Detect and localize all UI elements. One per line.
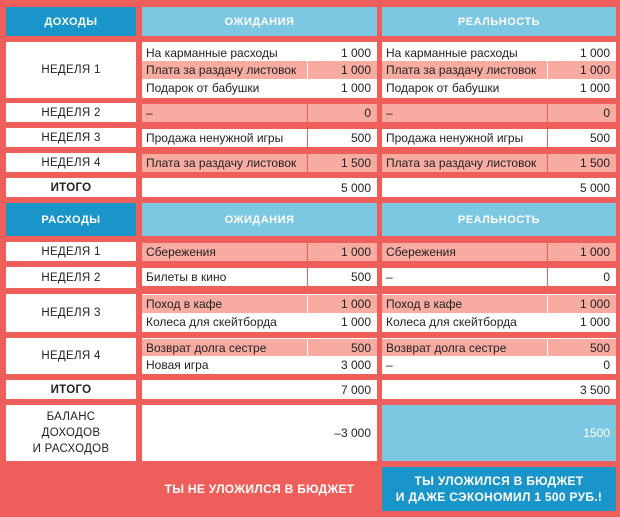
income-expect-week-2-item-1-amount: 0 bbox=[308, 104, 377, 122]
income-total-real: 5 000 bbox=[382, 178, 616, 197]
income-expect-header: ОЖИДАНИЯ bbox=[142, 7, 377, 36]
income-real-week-4-item-1-amount: 1 500 bbox=[548, 154, 616, 172]
expenses-expect-week-4-item-2-amount: 3 000 bbox=[308, 356, 377, 374]
income-expect-week-1-item-1-label bbox=[142, 44, 307, 62]
expenses-expect-week-4-item-1-text: Возврат долга сестре bbox=[146, 341, 267, 355]
expenses-real-week-3-item-2-text: Колеса для скейтборда bbox=[386, 315, 517, 329]
income-week-1-label: НЕДЕЛЯ 1 bbox=[6, 42, 136, 98]
income-real-week-1-item-1-label bbox=[382, 44, 547, 62]
income-total-expect: 5 000 bbox=[142, 178, 377, 197]
expenses-total-label: ИТОГО bbox=[6, 380, 136, 399]
income-expect-week-2-item-1-text: – bbox=[146, 106, 153, 120]
expenses-expect-week-4-item-2-label bbox=[142, 356, 307, 374]
income-expect-week-1-item-2-amount: 1 000 bbox=[308, 61, 377, 79]
expenses-real-week-4-item-2-text: – bbox=[386, 358, 393, 372]
expenses-expect-week-4-item-1-label bbox=[142, 339, 307, 357]
expenses-week-3-label: НЕДЕЛЯ 3 bbox=[6, 294, 136, 332]
verdict-real-banner bbox=[382, 467, 616, 511]
expenses-expect-week-1-item-1-text: Сбережения bbox=[146, 245, 216, 259]
expenses-expect-week-3-item-2-label bbox=[142, 313, 307, 331]
balance-label-line-2: ДОХОДОВ bbox=[41, 427, 101, 439]
expenses-real-week-2-item-1-text: – bbox=[386, 270, 393, 284]
income-real-week-3-item-1-amount: 500 bbox=[548, 129, 616, 147]
income-real-week-2-item-1-label bbox=[382, 104, 547, 122]
verdict-expect-banner: ТЫ НЕ УЛОЖИЛСЯ В БЮДЖЕТ bbox=[142, 467, 377, 511]
expenses-real-week-4-item-1-text: Возврат долга сестре bbox=[386, 341, 507, 355]
income-expect-week-1-item-2-label bbox=[142, 61, 307, 79]
expenses-real-week-1-item-1-label bbox=[382, 243, 547, 261]
expenses-header: РАСХОДЫ bbox=[6, 203, 136, 236]
balance-label bbox=[6, 405, 136, 461]
income-expect-week-4-item-1-label bbox=[142, 154, 307, 172]
income-real-week-1-item-1-amount: 1 000 bbox=[548, 44, 616, 62]
income-real-header: РЕАЛЬНОСТЬ bbox=[382, 7, 616, 36]
expenses-real-week-4-item-1-amount: 500 bbox=[548, 339, 616, 357]
expenses-expect-header: ОЖИДАНИЯ bbox=[142, 203, 377, 236]
income-real-week-3-item-1-text: Продажа ненужной игры bbox=[386, 131, 524, 145]
income-expect-week-4-item-1-text: Плата за раздачу листовок bbox=[146, 156, 297, 170]
expenses-expect-week-2-item-1-label bbox=[142, 268, 307, 286]
income-real-week-1-item-2-text: Плата за раздачу листовок bbox=[386, 63, 537, 77]
expenses-expect-week-3-item-1-amount: 1 000 bbox=[308, 295, 377, 313]
income-real-week-1-item-3-label bbox=[382, 79, 547, 97]
expenses-real-header: РЕАЛЬНОСТЬ bbox=[382, 203, 616, 236]
expenses-expect-week-4-item-1-amount: 500 bbox=[308, 339, 377, 357]
income-week-2-label: НЕДЕЛЯ 2 bbox=[6, 103, 136, 122]
income-expect-week-1-item-3-text: Подарок от бабушки bbox=[146, 81, 260, 95]
expenses-total-real: 3 500 bbox=[382, 380, 616, 399]
balance-expect: –3 000 bbox=[142, 405, 377, 461]
expenses-real-week-3-item-1-amount: 1 000 bbox=[548, 295, 616, 313]
expenses-week-4-label: НЕДЕЛЯ 4 bbox=[6, 338, 136, 374]
income-expect-week-3-item-1-amount: 500 bbox=[308, 129, 377, 147]
verdict-real-line-1: ТЫ УЛОЖИЛСЯ В БЮДЖЕТ bbox=[414, 474, 584, 488]
income-real-week-1-item-1-text: На карманные расходы bbox=[386, 46, 518, 60]
expenses-real-week-4-item-1-label bbox=[382, 339, 547, 357]
expenses-real-week-4-item-2-amount: 0 bbox=[548, 356, 616, 374]
expenses-expect-week-2-item-1-text: Билеты в кино bbox=[146, 270, 227, 284]
expenses-real-week-4-item-2-label bbox=[382, 356, 547, 374]
expenses-week-2-label: НЕДЕЛЯ 2 bbox=[6, 267, 136, 288]
income-real-week-2-item-1-amount: 0 bbox=[548, 104, 616, 122]
expenses-expect-week-3-item-1-label bbox=[142, 295, 307, 313]
expenses-expect-week-1-item-1-amount: 1 000 bbox=[308, 243, 377, 261]
income-real-week-4-item-1-text: Плата за раздачу листовок bbox=[386, 156, 537, 170]
income-real-week-1-item-2-amount: 1 000 bbox=[548, 61, 616, 79]
income-expect-week-1-item-1-text: На карманные расходы bbox=[146, 46, 278, 60]
expenses-real-week-2-item-1-label bbox=[382, 268, 547, 286]
income-expect-week-3-item-1-label bbox=[142, 129, 307, 147]
verdict-real-line-2: И ДАЖЕ СЭКОНОМИЛ 1 500 РУБ.! bbox=[395, 490, 603, 504]
balance-real: 1500 bbox=[382, 405, 616, 461]
income-header: ДОХОДЫ bbox=[6, 7, 136, 36]
income-expect-week-3-item-1-text: Продажа ненужной игры bbox=[146, 131, 284, 145]
expenses-expect-week-3-item-2-amount: 1 000 bbox=[308, 313, 377, 331]
expenses-real-week-3-item-1-text: Поход в кафе bbox=[386, 297, 463, 311]
income-real-week-4-item-1-label bbox=[382, 154, 547, 172]
balance-label-line-1: БАЛАНС bbox=[46, 411, 96, 423]
income-real-week-3-item-1-label bbox=[382, 129, 547, 147]
expenses-total-expect: 7 000 bbox=[142, 380, 377, 399]
income-week-3-label: НЕДЕЛЯ 3 bbox=[6, 128, 136, 147]
income-expect-week-2-item-1-label bbox=[142, 104, 307, 122]
income-week-4-label: НЕДЕЛЯ 4 bbox=[6, 153, 136, 172]
income-real-week-1-item-3-amount: 1 000 bbox=[548, 79, 616, 97]
expenses-real-week-3-item-1-label bbox=[382, 295, 547, 313]
expenses-expect-week-4-item-2-text: Новая игра bbox=[146, 358, 209, 372]
expenses-expect-week-2-item-1-amount: 500 bbox=[308, 268, 377, 286]
balance-label-line-3: И РАСХОДОВ bbox=[32, 443, 110, 455]
expenses-real-week-3-item-2-label bbox=[382, 313, 547, 331]
expenses-real-week-3-item-2-amount: 1 000 bbox=[548, 313, 616, 331]
expenses-expect-week-3-item-1-text: Поход в кафе bbox=[146, 297, 223, 311]
income-total-label: ИТОГО bbox=[6, 178, 136, 197]
expenses-real-week-1-item-1-amount: 1 000 bbox=[548, 243, 616, 261]
income-real-week-1-item-3-text: Подарок от бабушки bbox=[386, 81, 500, 95]
expenses-expect-week-1-item-1-label bbox=[142, 243, 307, 261]
income-real-week-1-item-2-label bbox=[382, 61, 547, 79]
expenses-real-week-1-item-1-text: Сбережения bbox=[386, 245, 456, 259]
income-expect-week-1-item-3-label bbox=[142, 79, 307, 97]
income-expect-week-1-item-2-text: Плата за раздачу листовок bbox=[146, 63, 297, 77]
income-real-week-2-item-1-text: – bbox=[386, 106, 393, 120]
expenses-real-week-2-item-1-amount: 0 bbox=[548, 268, 616, 286]
expenses-expect-week-3-item-2-text: Колеса для скейтборда bbox=[146, 315, 277, 329]
income-expect-week-1-item-1-amount: 1 000 bbox=[308, 44, 377, 62]
income-expect-week-4-item-1-amount: 1 500 bbox=[308, 154, 377, 172]
income-expect-week-1-item-3-amount: 1 000 bbox=[308, 79, 377, 97]
expenses-week-1-label: НЕДЕЛЯ 1 bbox=[6, 242, 136, 261]
